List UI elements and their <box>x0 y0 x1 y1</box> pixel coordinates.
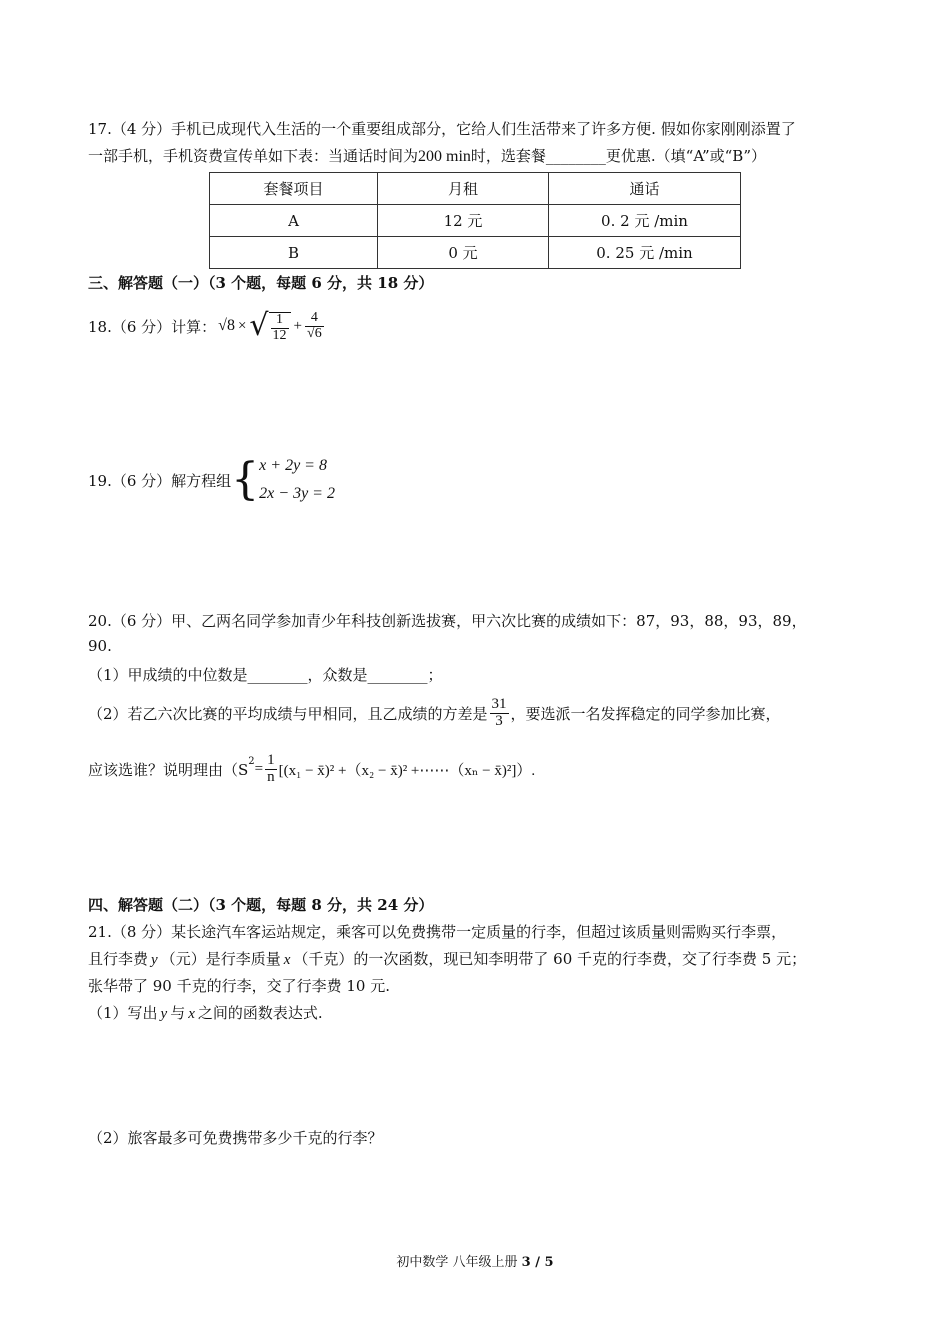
table-header-cell: 月租 <box>378 173 549 205</box>
table-cell: 0. 2 元 /min <box>549 205 741 237</box>
q21-var-y: y <box>151 952 158 968</box>
table-header-row <box>210 173 741 205</box>
q20-line1: 20.（6 分）甲、乙两名同学参加青少年科技创新选拔赛，甲六次比赛的成绩如下：87，93，88，93，89， <box>88 612 807 630</box>
q17-line1: 17.（4 分）手机已成现代入生活的一个重要组成部分，它给人们生活带来了许多方便. 假如你家刚刚添置了 <box>88 120 796 138</box>
q21-part2: （2）旅客最多可免费携带多少千克的行李？ <box>88 1129 383 1147</box>
q21-line2-b: （元）是行李质量 <box>160 950 281 968</box>
q18-den-sqrt6: √6 <box>307 325 322 341</box>
footer-page-number: 3 <box>521 1255 531 1270</box>
q21-part1-b: 与 <box>170 1004 186 1022</box>
q20-equals: = <box>254 760 264 777</box>
q20-den-3: 3 <box>495 712 503 729</box>
q20-variance-fraction <box>490 697 509 730</box>
table-row <box>210 237 741 269</box>
q18-sqrt8: √8 <box>218 317 235 334</box>
q21-part1-c: 之间的函数表达式. <box>197 1004 323 1022</box>
footer-page-total: 5 <box>544 1255 554 1270</box>
q21-part1-var-x: x <box>188 1006 195 1022</box>
q21-part1-a: （1）写出 <box>88 1004 158 1022</box>
q19-eq1: x + 2y = 8 <box>259 457 327 474</box>
q20-line2: 90. <box>88 637 112 655</box>
q20-sup-2: 2 <box>248 756 255 767</box>
q18-num-4: 4 <box>305 311 324 327</box>
q18-radical-sign: √ <box>249 308 269 343</box>
q18-fraction-1-12 <box>271 313 289 343</box>
q18-radicand <box>269 312 291 343</box>
q18-plus: + <box>293 317 303 334</box>
q17-line2 <box>88 145 766 166</box>
q20-part2-c: 应该选谁？说明理由（S <box>88 760 249 779</box>
q20-part2 <box>88 690 781 736</box>
q17-duration: 200 min <box>418 148 471 165</box>
section-4-heading: 四、解答题（二）（3 个题，每题 8 分，共 24 分） <box>88 896 434 914</box>
table-cell: 12 元 <box>378 205 549 237</box>
page-footer <box>0 1251 950 1270</box>
q20-num-1: 1 <box>267 751 275 768</box>
q21-line1: 21.（8 分）某长途汽车客运站规定，乘客可以免费携带一定质量的行李，但超过该质量则需购买行李票， <box>88 923 787 941</box>
footer-separator: / <box>530 1255 545 1270</box>
q19-prefix: 19.（6 分）解方程组 <box>88 471 232 490</box>
table-header-cell: 套餐项目 <box>210 173 378 205</box>
q21-var-x: x <box>283 952 291 968</box>
q20-den-n: n <box>267 768 275 785</box>
q21-part1-var-y: y <box>160 1006 168 1022</box>
q21-part1 <box>88 1002 323 1023</box>
footer-text: 初中数学 八年级上册 <box>396 1255 522 1270</box>
q20-part2-line2 <box>88 746 535 792</box>
table-cell: 0 元 <box>378 237 549 269</box>
q18 <box>88 304 324 348</box>
q18-prefix: 18.（6 分）计算： <box>88 317 217 336</box>
q19 <box>88 450 335 510</box>
q20-variance-formula: [(x₁ − x̄)² +（x₂ − x̄)² +⋯⋯（xₙ − x̄)²]）. <box>278 762 536 779</box>
q20-num-31: 31 <box>491 695 507 712</box>
q17-line2-c: 时，选套餐________更优惠.（填“A”或“B”） <box>470 147 767 165</box>
q17-pricing-table <box>209 172 741 269</box>
table-cell: B <box>210 237 378 269</box>
q20-one-over-n <box>265 753 277 786</box>
section-3-heading: 三、解答题（一）（3 个题，每题 6 分，共 18 分） <box>88 274 434 292</box>
q18-den-12: 12 <box>272 328 287 343</box>
q18-times: × <box>237 317 247 334</box>
q18-fraction-4-sqrt6 <box>305 311 324 341</box>
q20-part1: （1）甲成绩的中位数是________，众数是________； <box>88 666 443 684</box>
left-brace-icon: { <box>231 454 260 505</box>
q21-line2-c: （千克）的一次函数，现已知李明带了 60 千克的行李费，交了行李费 5 元； <box>293 950 807 968</box>
q19-eq2: 2x − 3y = 2 <box>259 485 335 502</box>
q21-line2 <box>88 948 806 969</box>
q18-num-1: 1 <box>271 313 289 329</box>
q21-line2-a: 且行李费 <box>88 950 149 968</box>
table-cell: 0. 25 元 /min <box>549 237 741 269</box>
q19-equation-system <box>259 452 335 508</box>
q20-part2-b: ，要选派一名发挥稳定的同学参加比赛， <box>510 704 781 723</box>
q21-line3: 张华带了 90 千克的行李，交了行李费 10 元. <box>88 977 391 995</box>
table-cell: A <box>210 205 378 237</box>
table-row <box>210 205 741 237</box>
q17-line2-a: 一部手机，手机资费宣传单如下表：当通话时间为 <box>88 147 419 165</box>
q20-part2-a: （2）若乙六次比赛的平均成绩与甲相同，且乙成绩的方差是 <box>88 704 488 723</box>
table-header-cell: 通话 <box>549 173 741 205</box>
